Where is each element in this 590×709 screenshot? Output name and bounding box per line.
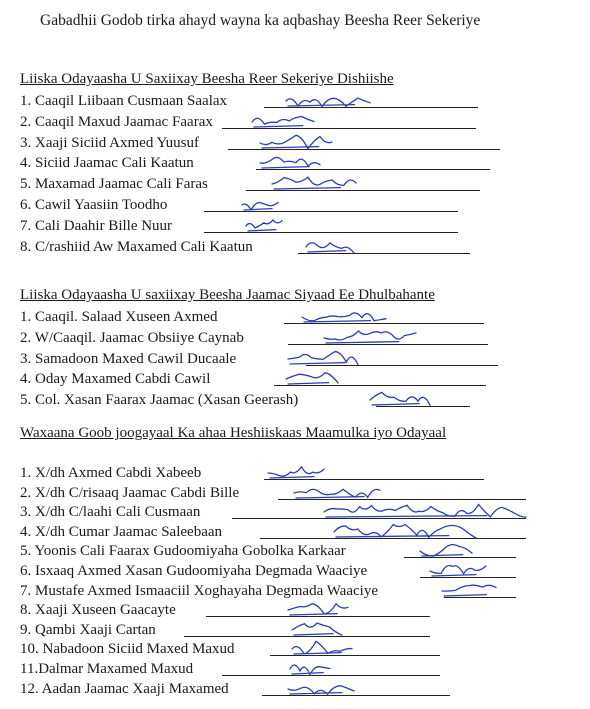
signatory-row bbox=[20, 134, 199, 152]
signatory-row bbox=[20, 640, 235, 658]
signatory-name: 9. Qambi Xaaji Cartan bbox=[20, 621, 156, 638]
handwritten-signature bbox=[322, 326, 418, 346]
signatory-row bbox=[20, 503, 200, 521]
signatory-name: 1. Caaqil. Salaad Xuseen Axmed bbox=[20, 309, 218, 325]
signatory-row bbox=[20, 464, 201, 482]
signatory-row bbox=[20, 582, 378, 600]
handwritten-signature bbox=[418, 539, 474, 559]
handwritten-signature bbox=[258, 131, 334, 151]
handwritten-signature bbox=[300, 305, 388, 325]
signatory-row bbox=[20, 391, 298, 409]
signatory-name: 8. Xaaji Xuseen Gaacayte bbox=[20, 602, 176, 619]
handwritten-signature bbox=[284, 89, 372, 109]
handwritten-signature bbox=[258, 151, 322, 171]
signatory-row bbox=[20, 484, 239, 502]
signatory-name: 7. Cali Daahir Bille Nuur bbox=[20, 217, 173, 234]
signatory-name: 6. Isxaaq Axmed Xasan Gudoomiyaha Degmada Waaciye bbox=[20, 563, 368, 579]
signature-line bbox=[204, 232, 458, 233]
signatory-row bbox=[20, 680, 229, 698]
signatory-name: 8. C/rashiid Aw Maxamed Cali Kaatun bbox=[20, 238, 253, 255]
handwritten-signature bbox=[266, 461, 326, 481]
signatory-name: 2. W/Caaqil. Jaamac Obsiiye Caynab bbox=[20, 329, 244, 346]
handwritten-signature bbox=[286, 677, 356, 697]
handwritten-signature bbox=[428, 559, 488, 579]
signatory-row bbox=[20, 660, 193, 678]
signatory-row bbox=[20, 621, 156, 639]
signatory-row bbox=[20, 154, 194, 172]
handwritten-signature bbox=[304, 235, 356, 255]
signatory-name: 4. Oday Maxamed Cabdi Cawil bbox=[20, 371, 211, 388]
handwritten-signature bbox=[292, 481, 382, 501]
signatory-name: 3. X/dh C/laahi Cali Cusmaan bbox=[20, 504, 201, 521]
section-heading: Liiska Odayaasha U saxiixay Beesha Jaamac Siyaad Ee Dhulbahante bbox=[20, 287, 435, 303]
signatory-row bbox=[20, 92, 227, 110]
handwritten-signature bbox=[332, 520, 478, 540]
signatory-row bbox=[20, 113, 213, 131]
handwritten-signature bbox=[440, 579, 498, 599]
handwritten-signature bbox=[284, 367, 340, 387]
signatory-row bbox=[20, 601, 176, 619]
signatory-row bbox=[20, 308, 217, 326]
signatory-name: 5. Yoonis Cali Faarax Gudoomiyaha Gobolka Karkaar bbox=[20, 543, 346, 560]
signatory-row bbox=[20, 350, 236, 368]
handwritten-signature bbox=[244, 214, 284, 234]
signatory-row bbox=[20, 196, 167, 214]
signatory-name: 3. Samadoon Maxed Cawil Ducaale bbox=[20, 350, 237, 367]
signatory-name: 1. X/dh Axmed Cabdi Xabeeb bbox=[20, 465, 202, 481]
signatory-name: 5. Maxamad Jaamac Cali Faras bbox=[20, 176, 208, 193]
signatory-name: 10. Nabadoon Siciid Maxed Maxud bbox=[20, 641, 235, 658]
handwritten-signature bbox=[286, 347, 360, 367]
handwritten-signature bbox=[240, 193, 280, 213]
signatory-name: 4. X/dh Cumar Jaamac Saleebaan bbox=[20, 523, 223, 540]
signatory-name: 2. X/dh C/risaaq Jaamac Cabdi Bille bbox=[20, 484, 240, 501]
signatory-row bbox=[20, 238, 253, 256]
section-heading: Liiska Odayaasha U Saxiixay Beesha Reer Sekeriye Dishiishe bbox=[20, 71, 394, 87]
signatory-row bbox=[20, 329, 244, 347]
handwritten-signature bbox=[368, 388, 432, 408]
signatory-row bbox=[20, 523, 222, 541]
signatory-row bbox=[20, 175, 208, 193]
section-heading: Waxaana Goob joogayaal Ka ahaa Heshiiskaas Maamulka iyo Odayaal bbox=[20, 425, 447, 441]
handwritten-signature bbox=[286, 598, 350, 618]
handwritten-signature bbox=[290, 637, 354, 657]
signatory-row bbox=[20, 370, 210, 388]
handwritten-signature bbox=[288, 657, 332, 677]
signatory-name: 11.Dalmar Maxamed Maxud bbox=[20, 661, 194, 677]
signatory-row bbox=[20, 217, 172, 235]
handwritten-signature bbox=[290, 618, 344, 638]
handwritten-signature bbox=[322, 500, 528, 520]
handwritten-signature bbox=[250, 110, 316, 130]
signatory-name: 4. Siciid Jaamac Cali Kaatun bbox=[20, 155, 194, 172]
signatory-name: 1. Caaqil Liibaan Cusmaan Saalax bbox=[20, 93, 228, 109]
signatory-name: 5. Col. Xasan Faarax Jaamac (Xasan Geerash) bbox=[20, 392, 299, 409]
signatory-name: 2. Caaqil Maxud Jaamac Faarax bbox=[20, 113, 213, 130]
signatory-name: 3. Xaaji Siciid Axmed Yuusuf bbox=[20, 134, 200, 151]
handwritten-signature bbox=[270, 172, 358, 192]
signatory-name: 6. Cawil Yaasiin Toodho bbox=[20, 197, 168, 213]
signatory-name: 7. Mustafe Axmed Ismaaciil Xoghayaha Degmada Waaciye bbox=[20, 582, 378, 599]
document-title: Gabadhii Godob tirka ahayd wayna ka aqbashay Beesha Reer Sekeriye bbox=[40, 12, 481, 29]
signatory-name: 12. Aadan Jaamac Xaaji Maxamed bbox=[20, 680, 229, 697]
signatory-row bbox=[20, 542, 346, 560]
signatory-row bbox=[20, 562, 367, 580]
